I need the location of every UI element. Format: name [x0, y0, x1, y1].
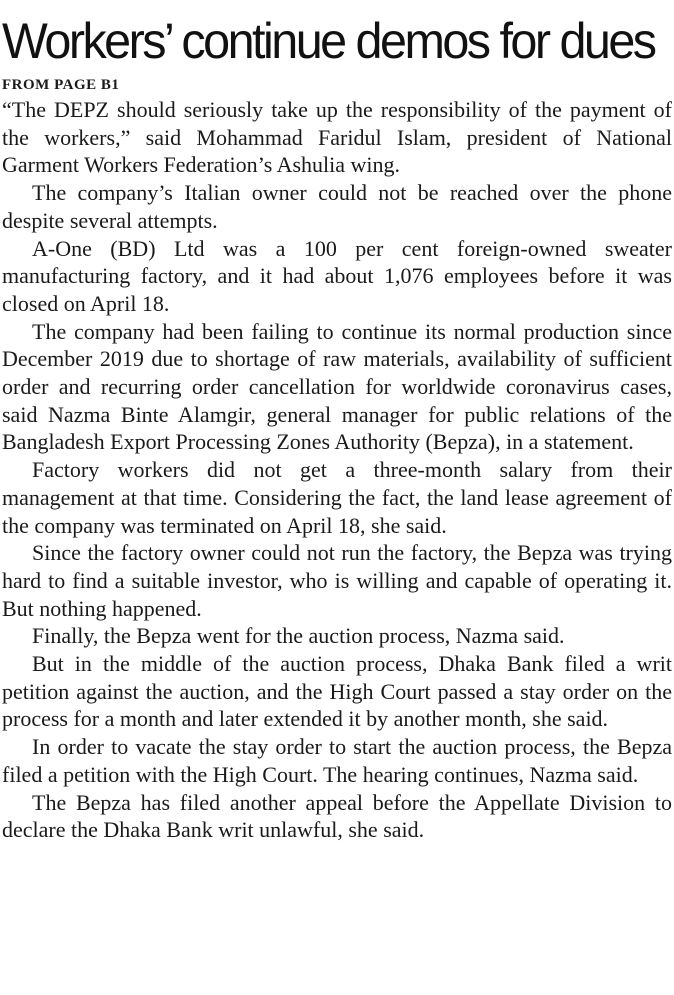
paragraph: But in the middle of the auction process, Dhaka Bank filed a writ petition against the auction, and the High Court passed a stay order on the process for a month and later extended it by another month, she said.	[2, 651, 672, 732]
paragraph: The company had been failing to continue its normal production since December 2019 due to shortage of raw materials, availability of sufficient order and recurring order cancellation for worldwide coronavirus cases, said Nazma Binte Alamgir, general manager for public relations of the Bangladesh Export Processing Zones Authority (Bepza), in a statement.	[2, 318, 672, 455]
paragraph: In order to vacate the stay order to start the auction process, the Bepza filed a petition with the High Court. The hearing continues, Nazma said.	[2, 734, 672, 787]
paragraph: Factory workers did not get a three-month salary from their management at that time. Considering the fact, the land lease agreement of the company was terminated on April 18, she said.	[2, 457, 672, 538]
paragraph: The company’s Italian owner could not be reached over the phone despite several attempts.	[2, 180, 672, 233]
paragraph: A-One (BD) Ltd was a 100 per cent foreign-owned sweater manufacturing factory, and it had about 1,076 employees before it was closed on April 18.	[2, 235, 672, 316]
paragraph: The Bepza has filed another appeal before the Appellate Division to declare the Dhaka Bank writ unlawful, she said.	[2, 789, 672, 843]
headline: Workers’ continue demos for dues	[2, 13, 655, 69]
paragraph: Finally, the Bepza went for the auction process, Nazma said.	[32, 623, 565, 649]
jump-line: FROM PAGE B1	[2, 77, 120, 93]
paragraph: “The DEPZ should seriously take up the responsibility of the payment of the workers,” said Mohammad Faridul Islam, president of National Garment Workers Federation’s Ashulia wing.	[2, 97, 672, 178]
paragraph: Since the factory owner could not run the factory, the Bepza was trying hard to find a suitable investor, who is willing and capable of operating it. But nothing happened.	[2, 540, 672, 621]
article-body	[2, 96, 672, 844]
news-article	[2, 0, 672, 844]
